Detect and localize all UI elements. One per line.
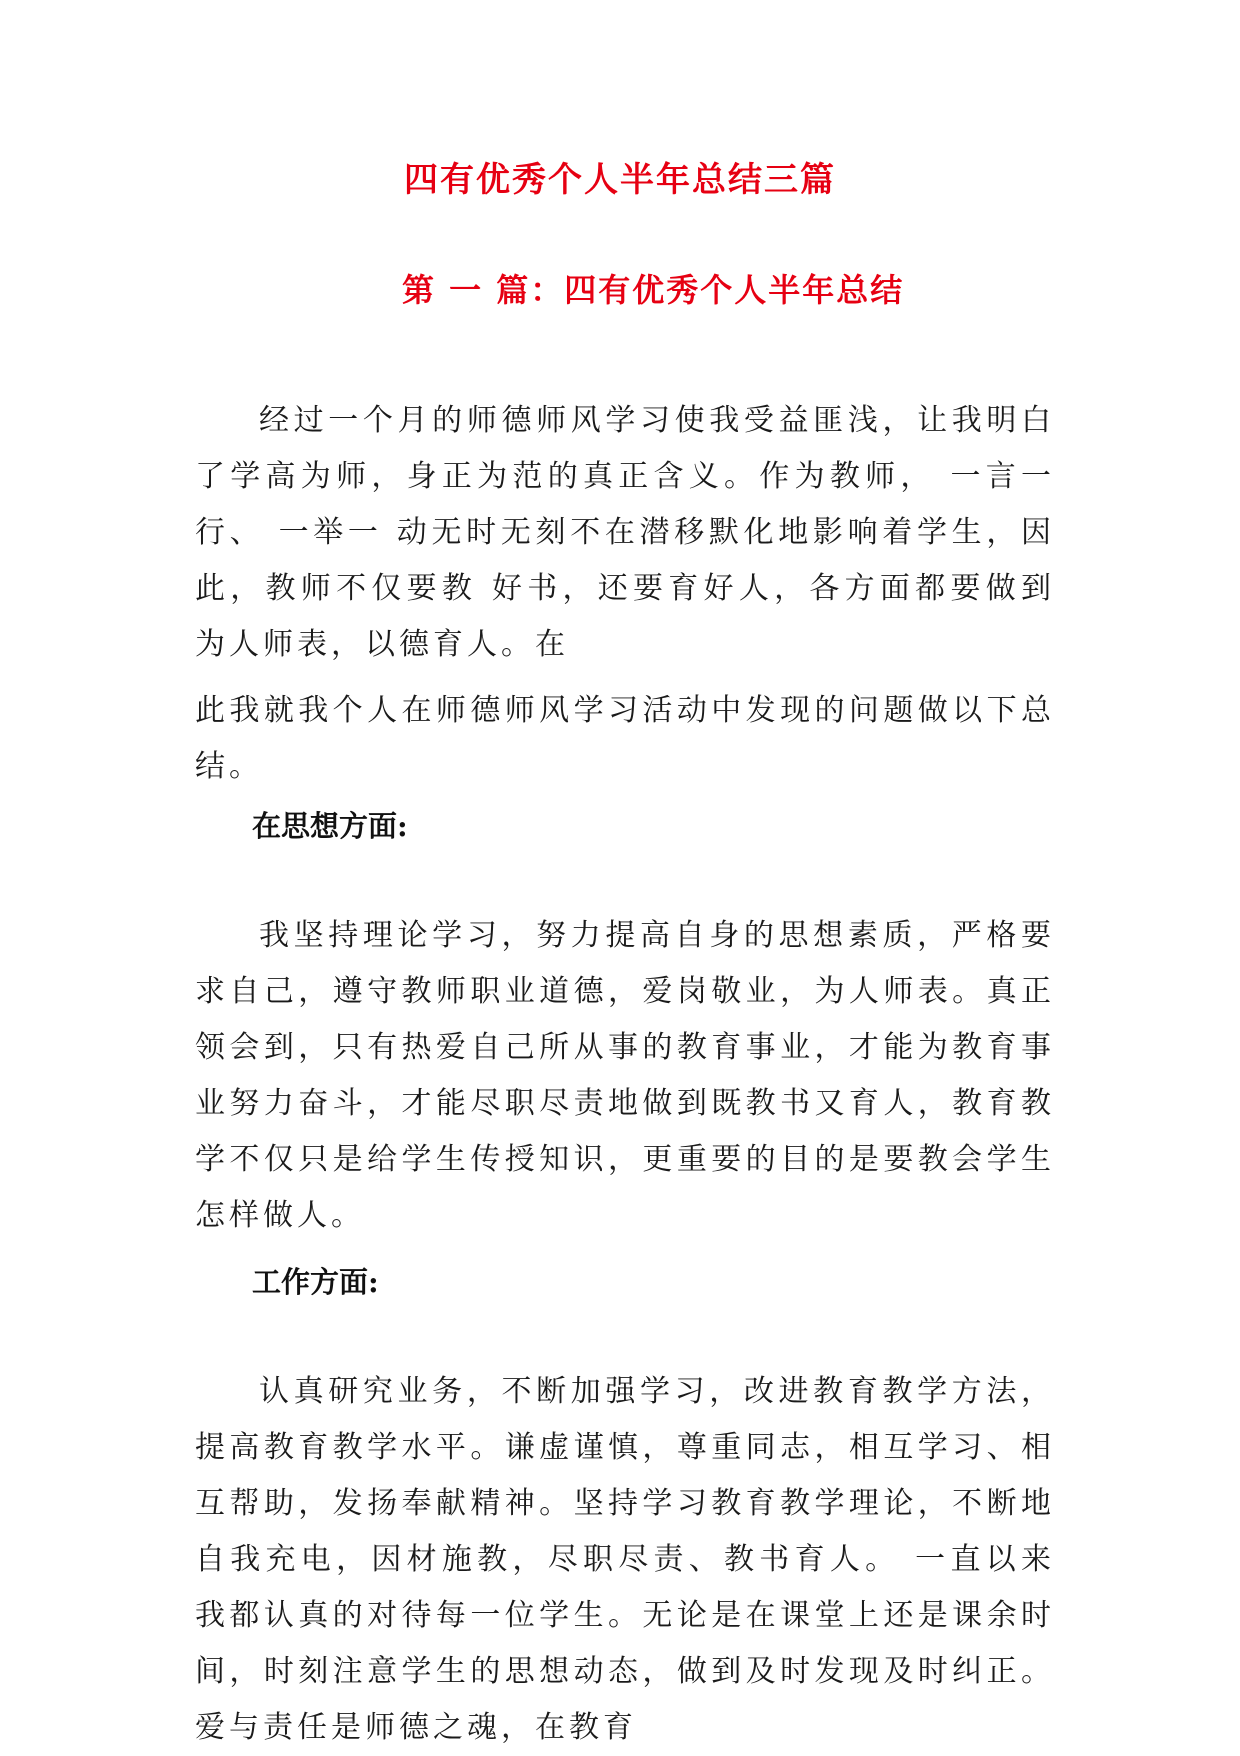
thought-paragraph: 我坚持理论学习，努力提高自身的思想素质，严格要求自己，遵守教师职业道德，爱岗敬业，为人师表。真正领会到，只有热爱自己所从事的教育事业，才能为教育事业努力奋斗，才能尽职尽责地做到既教书又育人，教育教学不仅只是给学生传授知识，更重要的目的是要教会学生怎样做人。 <box>195 918 1055 1233</box>
section-heading-thought: 在思想方面: <box>252 809 408 843</box>
document-title: 四有优秀个人半年总结三篇 <box>404 160 836 200</box>
section-heading-work: 工作方面: <box>252 1265 379 1299</box>
intro-continuation: 此我就我个人在师德师风学习活动中发现的问题做以下总结。 <box>195 693 1055 784</box>
intro-paragraph: 经过一个月的师德师风学习使我受益匪浅，让我明白了学高为师，身正为范的真正含义。作为教师， 一言一行、 一举一 动无时无刻不在潜移默化地影响着学生，因此，教师不仅要教 好书，还要育好人，各方面都要做到为人师表，以德育人。在 <box>195 403 1055 662</box>
document-subtitle: 第 一 篇：四有优秀个人半年总结 <box>402 271 905 309</box>
work-paragraph: 认真研究业务，不断加强学习，改进教育教学方法，提高教育教学水平。谦虚谨慎，尊重同志，相互学习、相互帮助，发扬奉献精神。坚持学习教育教学理论，不断地自我充电，因材施教，尽职尽责、教书育人。 一直以来我都认真的对待每一位学生。无论是在课堂上还是课余时间，时刻注意学生的思想动态，做到及时发现及时纠正。爱与责任是师德之魂，在教育 <box>195 1374 1055 1745</box>
